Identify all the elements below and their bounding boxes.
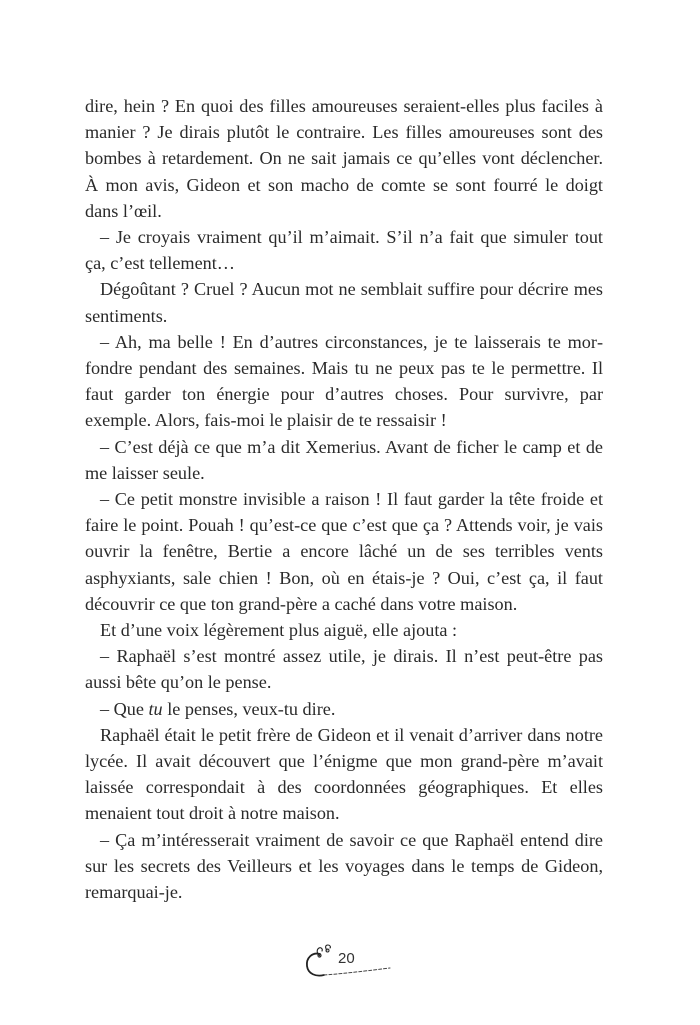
paragraph-7: Et d’une voix légèrement plus aiguë, elle ajouta : xyxy=(100,620,458,641)
paragraph-9-before: – Que xyxy=(100,698,149,719)
paragraph-6: – Ce petit monstre invisible a raison ! Il faut garder la tête froide et faire le point. Pouah ! qu’est-ce que c’est que ça ? Attends voir, je vais ouvrir la fenêtre, Bertie a encore lâché un de ses terribles vents asphyxiants, sale chien ! Bon, où en étais-je ? Oui, c’est ça, il faut découvrir ce que ton grand-père a caché dans votre maison. xyxy=(85,489,603,614)
paragraph-9 xyxy=(85,696,603,722)
paragraph-4: – Ah, ma belle ! En d’autres circonstances, je te laisserais te morfondre pendant des semaines. Mais tu ne peux pas te le permettre. Il faut garder ton énergie pour d’autres choses. Pour survivre, par exemple. Alors, fais-moi le plaisir de te ressaisir ! xyxy=(85,331,603,431)
paragraph-8: – Raphaël s’est montré assez utile, je dirais. Il n’est peut-être pas aussi bête qu’on le pense. xyxy=(85,646,603,693)
book-page-body xyxy=(85,93,603,905)
paragraph-5: – C’est déjà ce que m’a dit Xemerius. Avant de ficher le camp et de me laisser seule. xyxy=(85,436,603,483)
paragraph-1: dire, hein ? En quoi des filles amoureuses seraient-elles plus faciles à manier ? Je dirais plutôt le contraire. Les filles amoureuses sont des bombes à retardement. On ne sait jamais ce qu’elles vont déclencher. À mon avis, Gideon et son macho de comte se sont fourré le doigt dans l’œil. xyxy=(85,96,603,221)
paragraph-10: Raphaël était le petit frère de Gideon et il venait d’arriver dans notre lycée. Il avait découvert que l’énigme que mon grand-père m’avait laissée correspondait à des coordonnées géographiques. Et elles menaient tout droit à notre maison. xyxy=(85,724,603,824)
paragraph-3: Dégoûtant ? Cruel ? Aucun mot ne semblait suffire pour décrire mes sentiments. xyxy=(85,279,603,326)
paragraph-9-after: le penses, veux-tu dire. xyxy=(162,698,336,719)
paragraph-11: – Ça m’intéresserait vraiment de savoir ce que Raphaël entend dire sur les secrets des Veilleurs et les voyages dans le temps de Gideon, remarquai-je. xyxy=(85,829,603,903)
paragraph-2: – Je croyais vraiment qu’il m’aimait. S’il n’a fait que simuler tout ça, c’est tellement… xyxy=(85,227,603,274)
paragraph-9-italic: tu xyxy=(148,698,163,719)
page-number: 20 xyxy=(338,950,355,967)
page-footer xyxy=(298,944,408,980)
